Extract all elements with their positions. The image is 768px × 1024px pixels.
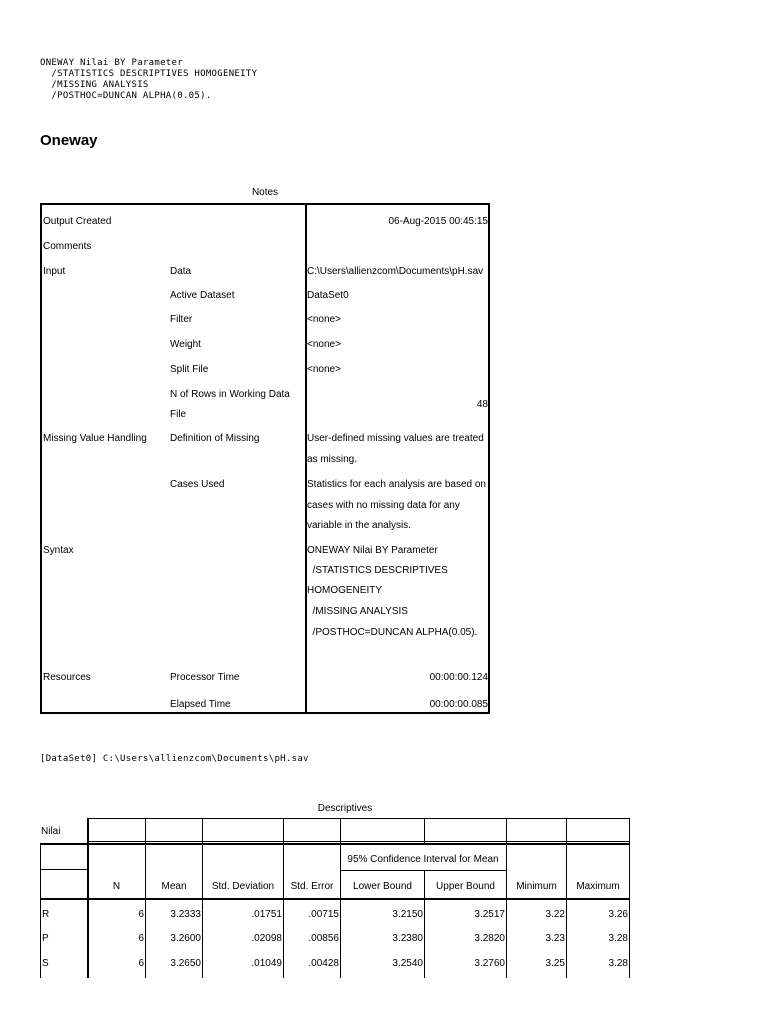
- row-value: /STATISTICS DESCRIPTIVES: [307, 565, 448, 576]
- row-sublabel: Split File: [170, 364, 209, 375]
- grid-line: [424, 818, 425, 843]
- grid-line: [506, 818, 507, 978]
- grid-line: [283, 818, 284, 978]
- cell-min: 3.22: [545, 909, 565, 920]
- row-value: Statistics for each analysis are based on: [307, 479, 486, 490]
- row-sublabel: Filter: [170, 314, 193, 325]
- grid-line: [145, 818, 146, 978]
- column-header: Maximum: [576, 881, 620, 892]
- column-header: Mean: [161, 881, 187, 892]
- grid-line: [40, 843, 630, 845]
- row-label: P: [42, 933, 49, 944]
- row-value: User-defined missing values are treated: [307, 433, 484, 444]
- cell-upper: 3.2820: [474, 933, 505, 944]
- cell-sd: .01049: [251, 958, 282, 969]
- cell-n: 6: [138, 958, 144, 969]
- grid-line: [202, 818, 203, 978]
- row-value: /POSTHOC=DUNCAN ALPHA(0.05).: [307, 627, 478, 638]
- grid-line: [340, 818, 341, 978]
- row-label: Input: [43, 266, 66, 277]
- row-label: Output Created: [43, 216, 112, 227]
- row-value: 00:00:00.124: [429, 672, 488, 683]
- notes-title: Notes: [251, 187, 279, 198]
- cell-mean: 3.2600: [170, 933, 201, 944]
- cell-upper: 3.2517: [474, 909, 505, 920]
- row-value: <none>: [307, 314, 341, 325]
- row-sublabel: Processor Time: [170, 672, 240, 683]
- cell-min: 3.25: [545, 958, 565, 969]
- syntax-line: /STATISTICS DESCRIPTIVES HOMOGENEITY: [40, 69, 258, 79]
- cell-max: 3.26: [608, 909, 628, 920]
- row-label: R: [42, 909, 50, 920]
- cell-min: 3.23: [545, 933, 565, 944]
- grid-line: [88, 841, 630, 842]
- cell-sd: .01751: [251, 909, 282, 920]
- grid-line: [340, 870, 506, 871]
- row-sublabel: Weight: [170, 339, 201, 350]
- descriptives-table: [40, 818, 630, 978]
- grid-line: [87, 818, 89, 978]
- row-value: 00:00:00.085: [429, 699, 488, 710]
- grid-line: [40, 843, 41, 978]
- row-sublabel: File: [170, 409, 187, 420]
- grid-line: [40, 898, 630, 900]
- row-value: as missing.: [307, 454, 358, 465]
- cell-se: .00428: [308, 958, 339, 969]
- column-header: Std. Error: [290, 881, 334, 892]
- syntax-line: ONEWAY Nilai BY Parameter: [40, 58, 183, 68]
- descriptives-title: Descriptives: [317, 803, 373, 814]
- syntax-line: /MISSING ANALYSIS: [40, 80, 149, 90]
- row-sublabel: N of Rows in Working Data: [170, 389, 290, 400]
- dataset-path: [DataSet0] C:\Users\allienzcom\Documents\pH.sav: [40, 754, 309, 764]
- cell-mean: 3.2333: [170, 909, 201, 920]
- row-label: Syntax: [43, 545, 74, 556]
- column-header: N: [112, 881, 121, 892]
- row-value: cases with no missing data for any: [307, 500, 460, 511]
- row-label: S: [42, 958, 49, 969]
- cell-se: .00856: [308, 933, 339, 944]
- row-value: HOMOGENEITY: [307, 585, 383, 596]
- ci-header: 95% Confidence Interval for Mean: [347, 854, 499, 865]
- cell-lower: 3.2150: [392, 909, 423, 920]
- column-header: Lower Bound: [353, 881, 412, 892]
- cell-lower: 3.2540: [392, 958, 423, 969]
- row-value: C:\Users\allienzcom\Documents\pH.sav: [307, 266, 484, 277]
- cell-max: 3.28: [608, 958, 628, 969]
- row-value: /MISSING ANALYSIS: [307, 606, 408, 617]
- column-header: Upper Bound: [436, 881, 495, 892]
- column-header: Minimum: [516, 881, 557, 892]
- notes-table: [40, 203, 490, 714]
- row-value: DataSet0: [307, 290, 349, 301]
- row-value: 48: [476, 399, 488, 410]
- grid-line: [88, 818, 630, 819]
- row-label: Comments: [43, 241, 92, 252]
- grid-line: [566, 818, 567, 978]
- row-value: ONEWAY Nilai BY Parameter: [307, 545, 438, 556]
- cell-lower: 3.2380: [392, 933, 423, 944]
- cell-se: .00715: [308, 909, 339, 920]
- syntax-line: /POSTHOC=DUNCAN ALPHA(0.05).: [40, 91, 212, 101]
- row-sublabel: Active Dataset: [170, 290, 235, 301]
- row-sublabel: Data: [170, 266, 192, 277]
- row-value: 06-Aug-2015 00:45:15: [388, 216, 488, 227]
- cell-n: 6: [138, 909, 144, 920]
- page-title: Oneway: [40, 132, 98, 149]
- column-header: Std. Deviation: [211, 881, 275, 892]
- row-value: <none>: [307, 339, 341, 350]
- grid-line: [40, 869, 88, 870]
- row-value: <none>: [307, 364, 341, 375]
- cell-n: 6: [138, 933, 144, 944]
- cell-mean: 3.2650: [170, 958, 201, 969]
- row-value: variable in the analysis.: [307, 520, 411, 531]
- row-sublabel: Definition of Missing: [170, 433, 260, 444]
- grid-line: [629, 818, 630, 978]
- variable-label: Nilai: [41, 826, 61, 837]
- cell-max: 3.28: [608, 933, 628, 944]
- row-sublabel: Cases Used: [170, 479, 225, 490]
- cell-sd: .02098: [251, 933, 282, 944]
- cell-upper: 3.2760: [474, 958, 505, 969]
- row-label: Missing Value Handling: [43, 433, 147, 444]
- row-sublabel: Elapsed Time: [170, 699, 231, 710]
- row-label: Resources: [43, 672, 91, 683]
- syntax-block: [40, 58, 257, 102]
